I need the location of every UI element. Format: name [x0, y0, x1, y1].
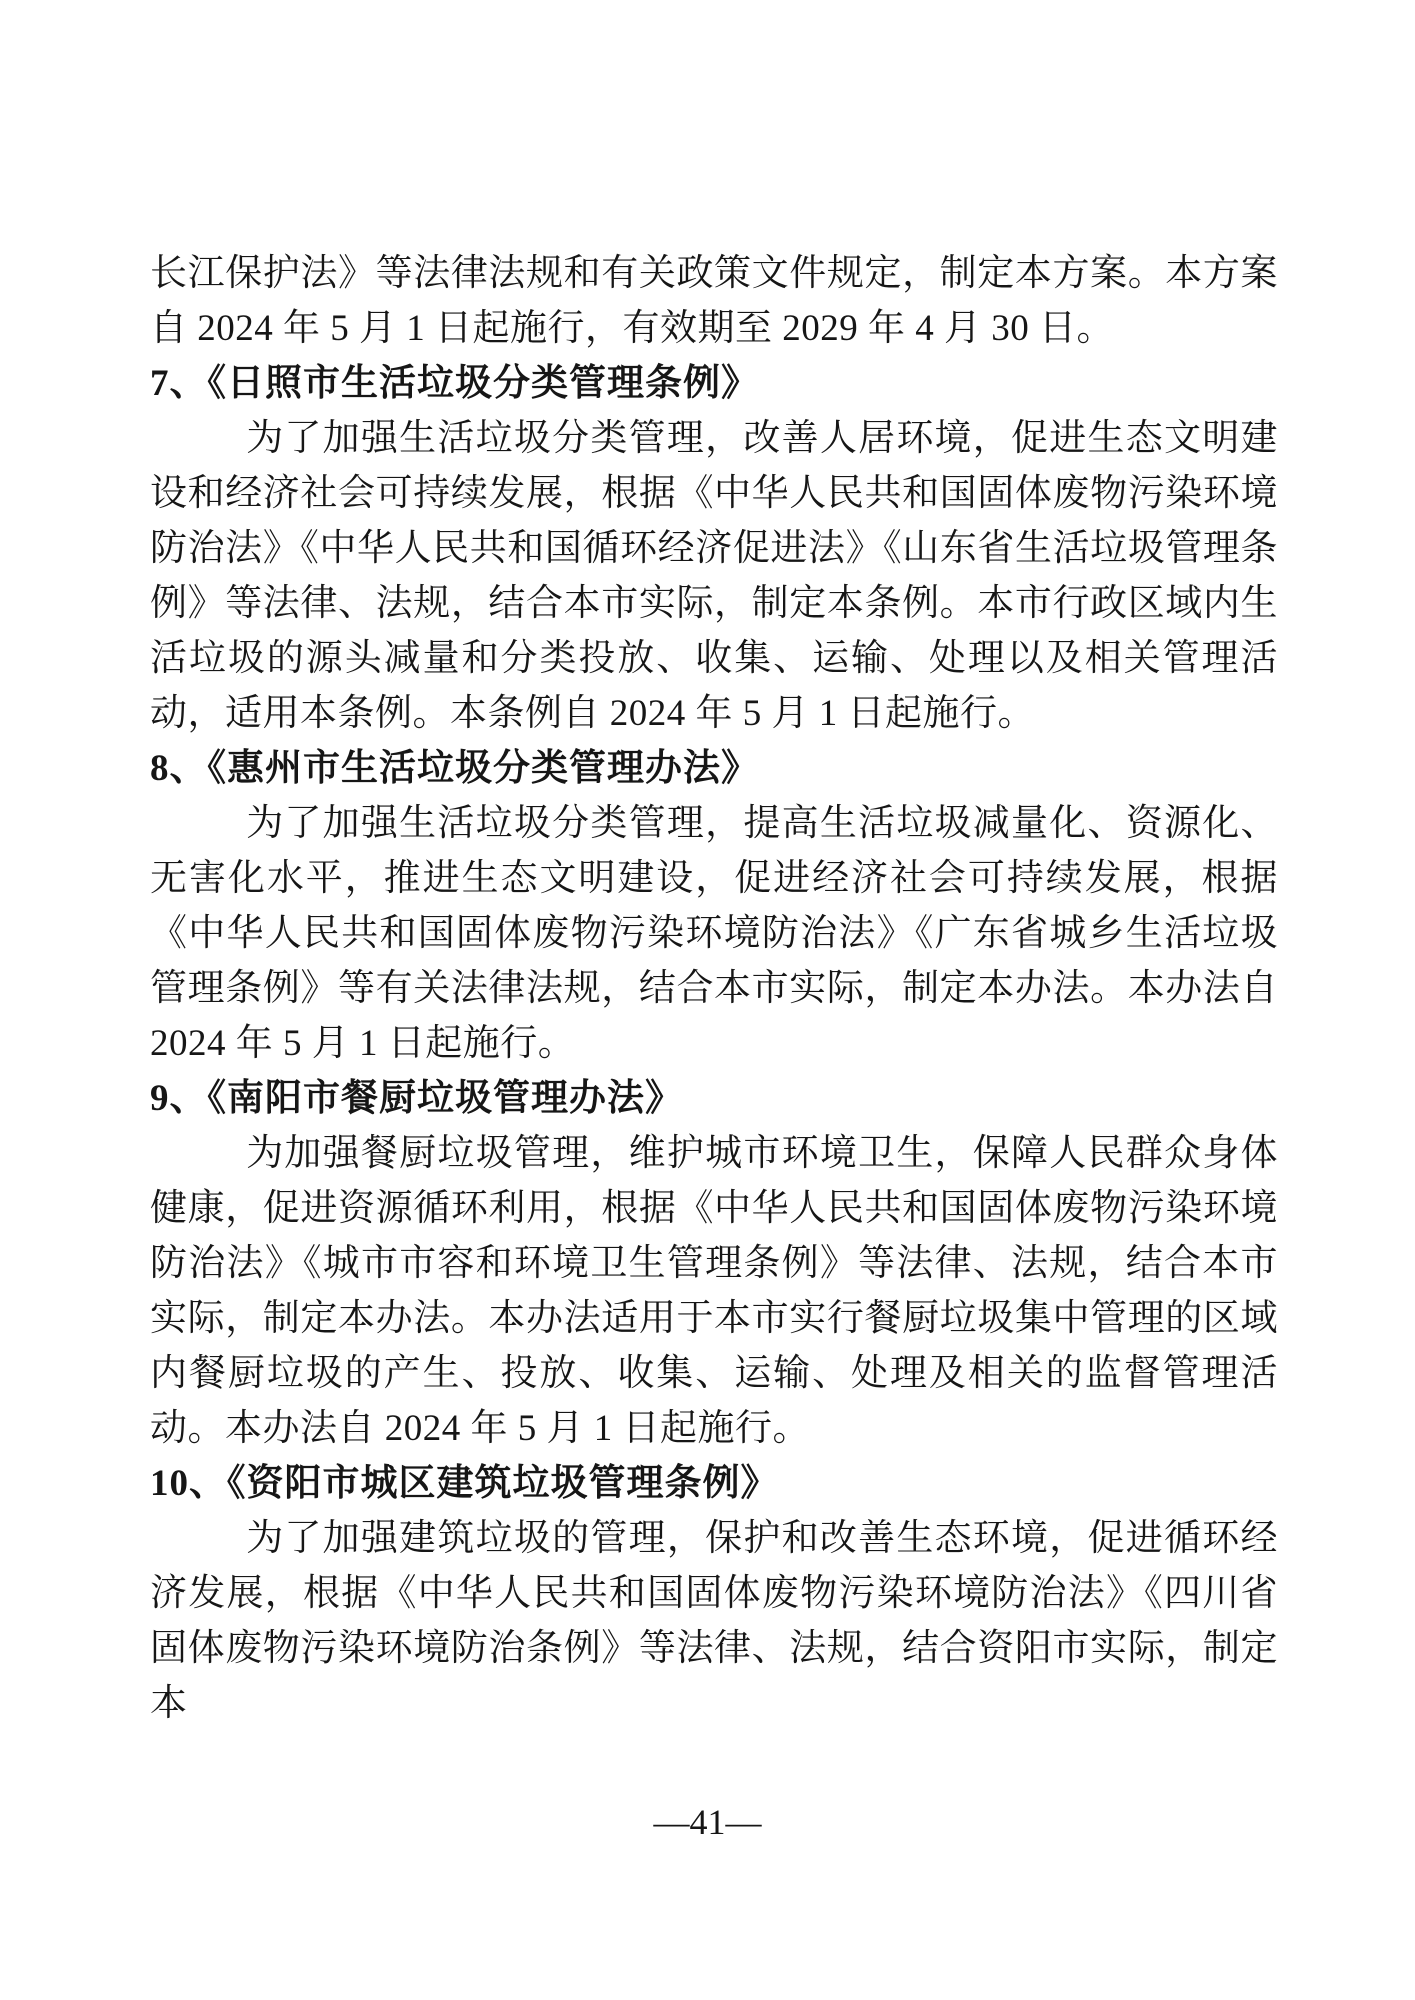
page-number: —41—: [653, 1802, 762, 1842]
document-body: [150, 246, 1278, 1731]
section-heading: 9、《南阳市餐厨垃圾管理办法》: [150, 1078, 683, 1119]
paragraph: 为了加强生活垃圾分类管理，提高生活垃圾减量化、资源化、无害化水平，推进生态文明建设，促进经济社会可持续发展，根据《中华人民共和国固体废物污染环境防治法》《广东省城乡生活垃圾管理条例》等有关法律法规，结合本市实际，制定本办法。本办法自 2024 年 5 月 1 日起施行。: [150, 803, 1278, 1064]
paragraph: 为了加强建筑垃圾的管理，保护和改善生态环境，促进循环经济发展，根据《中华人民共和国固体废物污染环境防治法》《四川省固体废物污染环境防治条例》等法律、法规，结合资阳市实际，制定本: [150, 1518, 1278, 1724]
paragraph: 长江保护法》等法律法规和有关政策文件规定，制定本方案。本方案自 2024 年 5 月 1 日起施行，有效期至 2029 年 4 月 30 日。: [150, 253, 1278, 349]
section-heading: 10、《资阳市城区建筑垃圾管理条例》: [150, 1463, 779, 1504]
paragraph: 为了加强生活垃圾分类管理，改善人居环境，促进生态文明建设和经济社会可持续发展，根据《中华人民共和国固体废物污染环境防治法》《中华人民共和国循环经济促进法》《山东省生活垃圾管理条例》等法律、法规，结合本市实际，制定本条例。本市行政区域内生活垃圾的源头减量和分类投放、收集、运输、处理以及相关管理活动，适用本条例。本条例自 2024 年 5 月 1 日起施行。: [150, 418, 1278, 734]
section-heading: 8、《惠州市生活垃圾分类管理办法》: [150, 748, 759, 789]
section-heading: 7、《日照市生活垃圾分类管理条例》: [150, 363, 759, 404]
paragraph: 为加强餐厨垃圾管理，维护城市环境卫生，保障人民群众身体健康，促进资源循环利用，根据《中华人民共和国固体废物污染环境防治法》《城市市容和环境卫生管理条例》等法律、法规，结合本市实际，制定本办法。本办法适用于本市实行餐厨垃圾集中管理的区域内餐厨垃圾的产生、投放、收集、运输、处理及相关的监督管理活动。本办法自 2024 年 5 月 1 日起施行。: [150, 1133, 1278, 1449]
